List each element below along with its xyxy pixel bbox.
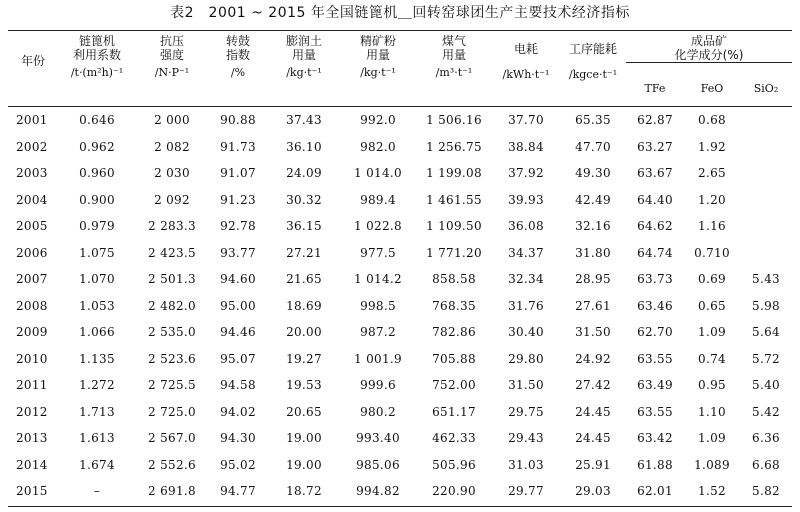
cell-utilization: 1.053 — [79, 298, 115, 313]
cell-gas: 462.33 — [432, 431, 476, 446]
cell-concentrate: 980.2 — [360, 404, 396, 419]
cell-concentrate: 1 014.2 — [354, 272, 402, 287]
cell-concentrate: 987.2 — [360, 325, 396, 340]
cell-strength: 2 000 — [154, 113, 190, 128]
cell-energy: 31.50 — [575, 325, 611, 340]
cell-strength: 2 030 — [154, 166, 190, 181]
cell-energy: 27.61 — [575, 298, 611, 313]
cell-power: 31.50 — [508, 378, 544, 393]
table-row — [8, 266, 792, 293]
composition-rule — [626, 62, 792, 63]
cell-power: 31.76 — [508, 298, 544, 313]
cell-gas: 1 771.20 — [426, 245, 482, 260]
cell-feo: 1.92 — [698, 139, 726, 154]
header-energy-unit: /kgce·t⁻¹ — [568, 68, 618, 81]
cell-sio2 — [740, 160, 792, 187]
cell-sio2: 6.36 — [752, 431, 780, 446]
cell-feo: 1.10 — [698, 404, 726, 419]
table-row — [8, 319, 792, 346]
header-sio2: SiO₂ — [753, 82, 779, 95]
cell-concentrate: 992.0 — [360, 113, 396, 128]
header-energy-name: 工序能耗 — [568, 42, 617, 56]
table-row — [8, 240, 792, 267]
table-row — [8, 372, 792, 399]
cell-energy: 29.03 — [575, 484, 611, 499]
cell-tfe: 64.74 — [637, 245, 673, 260]
cell-power: 34.37 — [508, 245, 544, 260]
cell-sio2: 6.68 — [752, 457, 780, 472]
cell-bentonite: 36.15 — [286, 219, 322, 234]
table-title: 表2 2001 ~ 2015 年全国链篦机＿回转窑球团生产主要技术经济指标 — [170, 5, 630, 21]
cell-bentonite: 24.09 — [286, 166, 322, 181]
cell-utilization: 0.900 — [79, 192, 115, 207]
cell-bentonite: 30.32 — [286, 192, 322, 207]
cell-bentonite: 19.00 — [286, 431, 322, 446]
cell-gas: 705.88 — [432, 351, 476, 366]
cell-bentonite: 20.00 — [286, 325, 322, 340]
cell-gas: 1 109.50 — [426, 219, 482, 234]
cell-tfe: 63.55 — [637, 404, 673, 419]
cell-year: 2007 — [16, 272, 48, 287]
cell-concentrate: 1 014.0 — [354, 166, 402, 181]
cell-energy: 25.91 — [575, 457, 611, 472]
cell-feo: 0.68 — [698, 113, 726, 128]
header-concentrate — [340, 34, 416, 80]
cell-tumbler: 95.00 — [220, 298, 256, 313]
cell-tfe: 61.88 — [637, 457, 673, 472]
cell-gas: 220.90 — [432, 484, 476, 499]
cell-power: 39.93 — [508, 192, 544, 207]
cell-energy: 49.30 — [575, 166, 611, 181]
header-bentonite-name: 膨润土 用量 — [285, 34, 322, 62]
header-tumbler-name: 转鼓 指数 — [225, 34, 250, 62]
cell-utilization: 0.962 — [79, 139, 115, 154]
header-utilization-unit: /t·(m²h)⁻¹ — [70, 66, 124, 79]
table-row — [8, 160, 792, 187]
cell-feo: 0.74 — [698, 351, 726, 366]
cell-strength: 2 725.5 — [148, 378, 196, 393]
cell-feo: 1.09 — [698, 431, 726, 446]
cell-power: 38.84 — [508, 139, 544, 154]
cell-strength: 2 552.6 — [148, 457, 196, 472]
cell-tumbler: 94.77 — [220, 484, 256, 499]
cell-tumbler: 91.07 — [220, 166, 256, 181]
header-power — [492, 42, 560, 82]
cell-year: 2013 — [16, 431, 48, 446]
data-table — [8, 107, 792, 505]
cell-concentrate: 993.40 — [356, 431, 400, 446]
cell-tumbler: 94.30 — [220, 431, 256, 446]
cell-utilization: – — [93, 484, 101, 499]
cell-tumbler: 93.77 — [220, 245, 256, 260]
cell-power: 29.75 — [508, 404, 544, 419]
cell-year: 2001 — [16, 113, 48, 128]
cell-tfe: 63.73 — [637, 272, 673, 287]
cell-bentonite: 36.10 — [286, 139, 322, 154]
cell-tfe: 62.01 — [637, 484, 673, 499]
cell-utilization: 1.135 — [79, 351, 115, 366]
cell-tfe: 63.46 — [637, 298, 673, 313]
cell-energy: 24.45 — [575, 404, 611, 419]
cell-utilization: 1.070 — [79, 272, 115, 287]
cell-bentonite: 18.69 — [286, 298, 322, 313]
table-body — [8, 107, 792, 505]
cell-gas: 1 506.16 — [426, 113, 482, 128]
cell-gas: 782.86 — [432, 325, 476, 340]
cell-energy: 42.49 — [575, 192, 611, 207]
cell-concentrate: 989.4 — [360, 192, 396, 207]
header-gas-unit: /m³·t⁻¹ — [435, 66, 473, 79]
cell-energy: 65.35 — [575, 113, 611, 128]
header-year: 年份 — [20, 54, 45, 68]
cell-year: 2004 — [16, 192, 48, 207]
cell-concentrate: 999.6 — [360, 378, 396, 393]
cell-power: 37.92 — [508, 166, 544, 181]
cell-feo: 0.710 — [694, 245, 730, 260]
cell-bentonite: 27.21 — [286, 245, 322, 260]
header-tumbler — [208, 34, 268, 80]
header-strength-unit: /N·P⁻¹ — [154, 66, 190, 79]
header-gas — [416, 34, 492, 80]
header-strength — [136, 34, 208, 80]
cell-feo: 1.16 — [698, 219, 726, 234]
cell-year: 2012 — [16, 404, 48, 419]
cell-year: 2011 — [16, 378, 48, 393]
header-gas-name: 煤气 用量 — [441, 34, 466, 62]
header-bentonite — [268, 34, 340, 80]
cell-gas: 752.00 — [432, 378, 476, 393]
cell-sio2: 5.72 — [752, 351, 780, 366]
cell-tumbler: 95.07 — [220, 351, 256, 366]
cell-energy: 31.80 — [575, 245, 611, 260]
cell-strength: 2 283.3 — [148, 219, 196, 234]
cell-feo: 1.09 — [698, 325, 726, 340]
cell-year: 2005 — [16, 219, 48, 234]
table-row — [8, 399, 792, 426]
table-row — [8, 293, 792, 320]
cell-strength: 2 423.5 — [148, 245, 196, 260]
cell-tfe: 64.62 — [637, 219, 673, 234]
cell-year: 2008 — [16, 298, 48, 313]
cell-energy: 27.42 — [575, 378, 611, 393]
cell-power: 32.34 — [508, 272, 544, 287]
cell-feo: 1.20 — [698, 192, 726, 207]
table-row — [8, 346, 792, 373]
cell-sio2 — [740, 107, 792, 134]
cell-energy: 32.16 — [575, 219, 611, 234]
cell-sio2 — [740, 134, 792, 161]
cell-feo: 1.089 — [694, 457, 730, 472]
cell-utilization: 1.713 — [79, 404, 115, 419]
header-utilization-name: 链篦机 利用系数 — [72, 34, 121, 62]
cell-power: 29.43 — [508, 431, 544, 446]
cell-energy: 47.70 — [575, 139, 611, 154]
cell-utilization: 0.960 — [79, 166, 115, 181]
cell-tumbler: 92.78 — [220, 219, 256, 234]
cell-tumbler: 91.73 — [220, 139, 256, 154]
cell-sio2: 5.42 — [752, 404, 780, 419]
header-concentrate-name: 精矿粉 用量 — [359, 34, 396, 62]
cell-bentonite: 19.00 — [286, 457, 322, 472]
cell-utilization: 1.066 — [79, 325, 115, 340]
cell-strength: 2 535.0 — [148, 325, 196, 340]
cell-year: 2006 — [16, 245, 48, 260]
header-composition: 成品矿 化学成分(%) — [674, 34, 744, 62]
header-energy — [560, 42, 626, 82]
cell-utilization: 1.674 — [79, 457, 115, 472]
cell-power: 30.40 — [508, 325, 544, 340]
cell-tfe: 62.70 — [637, 325, 673, 340]
bottom-rule — [8, 506, 792, 507]
header-power-name: 电耗 — [513, 42, 538, 56]
cell-gas: 1 461.55 — [426, 192, 482, 207]
cell-utilization: 0.979 — [79, 219, 115, 234]
cell-feo: 1.52 — [698, 484, 726, 499]
cell-tumbler: 94.58 — [220, 378, 256, 393]
cell-tumbler: 95.02 — [220, 457, 256, 472]
cell-tfe: 63.55 — [637, 351, 673, 366]
cell-energy: 24.92 — [575, 351, 611, 366]
cell-gas: 768.35 — [432, 298, 476, 313]
cell-year: 2010 — [16, 351, 48, 366]
table-row — [8, 452, 792, 479]
top-rule — [8, 30, 792, 31]
cell-bentonite: 19.27 — [286, 351, 322, 366]
cell-power: 31.03 — [508, 457, 544, 472]
cell-tumbler: 91.23 — [220, 192, 256, 207]
header-utilization — [58, 34, 136, 80]
cell-concentrate: 994.82 — [356, 484, 400, 499]
cell-year: 2003 — [16, 166, 48, 181]
cell-tfe: 63.67 — [637, 166, 673, 181]
cell-year: 2014 — [16, 457, 48, 472]
table-row — [8, 187, 792, 214]
cell-bentonite: 20.65 — [286, 404, 322, 419]
cell-bentonite: 37.43 — [286, 113, 322, 128]
cell-power: 29.77 — [508, 484, 544, 499]
cell-concentrate: 977.5 — [360, 245, 396, 260]
cell-sio2: 5.98 — [752, 298, 780, 313]
header-power-unit: /kWh·t⁻¹ — [502, 68, 550, 81]
cell-sio2 — [740, 187, 792, 214]
cell-bentonite: 19.53 — [286, 378, 322, 393]
cell-concentrate: 998.5 — [360, 298, 396, 313]
cell-gas: 651.17 — [432, 404, 476, 419]
cell-feo: 2.65 — [698, 166, 726, 181]
cell-bentonite: 21.65 — [286, 272, 322, 287]
cell-energy: 28.95 — [575, 272, 611, 287]
cell-feo: 0.65 — [698, 298, 726, 313]
cell-strength: 2 482.0 — [148, 298, 196, 313]
cell-strength: 2 501.3 — [148, 272, 196, 287]
cell-year: 2015 — [16, 484, 48, 499]
cell-strength: 2 691.8 — [148, 484, 196, 499]
cell-utilization: 1.272 — [79, 378, 115, 393]
cell-tfe: 63.27 — [637, 139, 673, 154]
cell-concentrate: 1 001.9 — [354, 351, 402, 366]
cell-concentrate: 982.0 — [360, 139, 396, 154]
cell-sio2: 5.64 — [752, 325, 780, 340]
header-strength-name: 抗压 强度 — [159, 34, 184, 62]
cell-tfe: 63.49 — [637, 378, 673, 393]
cell-strength: 2 523.6 — [148, 351, 196, 366]
cell-bentonite: 18.72 — [286, 484, 322, 499]
table-row — [8, 478, 792, 505]
cell-gas: 1 199.08 — [426, 166, 482, 181]
cell-sio2 — [740, 213, 792, 240]
cell-power: 29.80 — [508, 351, 544, 366]
cell-gas: 858.58 — [432, 272, 476, 287]
cell-tfe: 64.40 — [637, 192, 673, 207]
header-tumbler-unit: /% — [230, 66, 246, 79]
cell-tfe: 62.87 — [637, 113, 673, 128]
cell-power: 37.70 — [508, 113, 544, 128]
cell-sio2: 5.82 — [752, 484, 780, 499]
cell-sio2 — [740, 240, 792, 267]
cell-gas: 505.96 — [432, 457, 476, 472]
cell-tumbler: 94.02 — [220, 404, 256, 419]
cell-strength: 2 567.0 — [148, 431, 196, 446]
table-row — [8, 425, 792, 452]
cell-tumbler: 90.88 — [220, 113, 256, 128]
cell-strength: 2 092 — [154, 192, 190, 207]
cell-utilization: 0.646 — [79, 113, 115, 128]
cell-sio2: 5.40 — [752, 378, 780, 393]
cell-concentrate: 1 022.8 — [354, 219, 402, 234]
cell-utilization: 1.613 — [79, 431, 115, 446]
cell-year: 2002 — [16, 139, 48, 154]
table-row — [8, 213, 792, 240]
cell-energy: 24.45 — [575, 431, 611, 446]
cell-tumbler: 94.46 — [220, 325, 256, 340]
cell-tfe: 63.42 — [637, 431, 673, 446]
cell-utilization: 1.075 — [79, 245, 115, 260]
header-tfe: TFe — [644, 82, 666, 95]
cell-tumbler: 94.60 — [220, 272, 256, 287]
cell-concentrate: 985.06 — [356, 457, 400, 472]
header-feo: FeO — [700, 82, 724, 95]
cell-feo: 0.69 — [698, 272, 726, 287]
table-row — [8, 134, 792, 161]
header-bentonite-unit: /kg·t⁻¹ — [286, 66, 322, 79]
cell-feo: 0.95 — [698, 378, 726, 393]
cell-year: 2009 — [16, 325, 48, 340]
cell-strength: 2 082 — [154, 139, 190, 154]
cell-gas: 1 256.75 — [426, 139, 482, 154]
table-row — [8, 107, 792, 134]
cell-strength: 2 725.0 — [148, 404, 196, 419]
cell-sio2: 5.43 — [752, 272, 780, 287]
cell-power: 36.08 — [508, 219, 544, 234]
header-concentrate-unit: /kg·t⁻¹ — [360, 66, 396, 79]
